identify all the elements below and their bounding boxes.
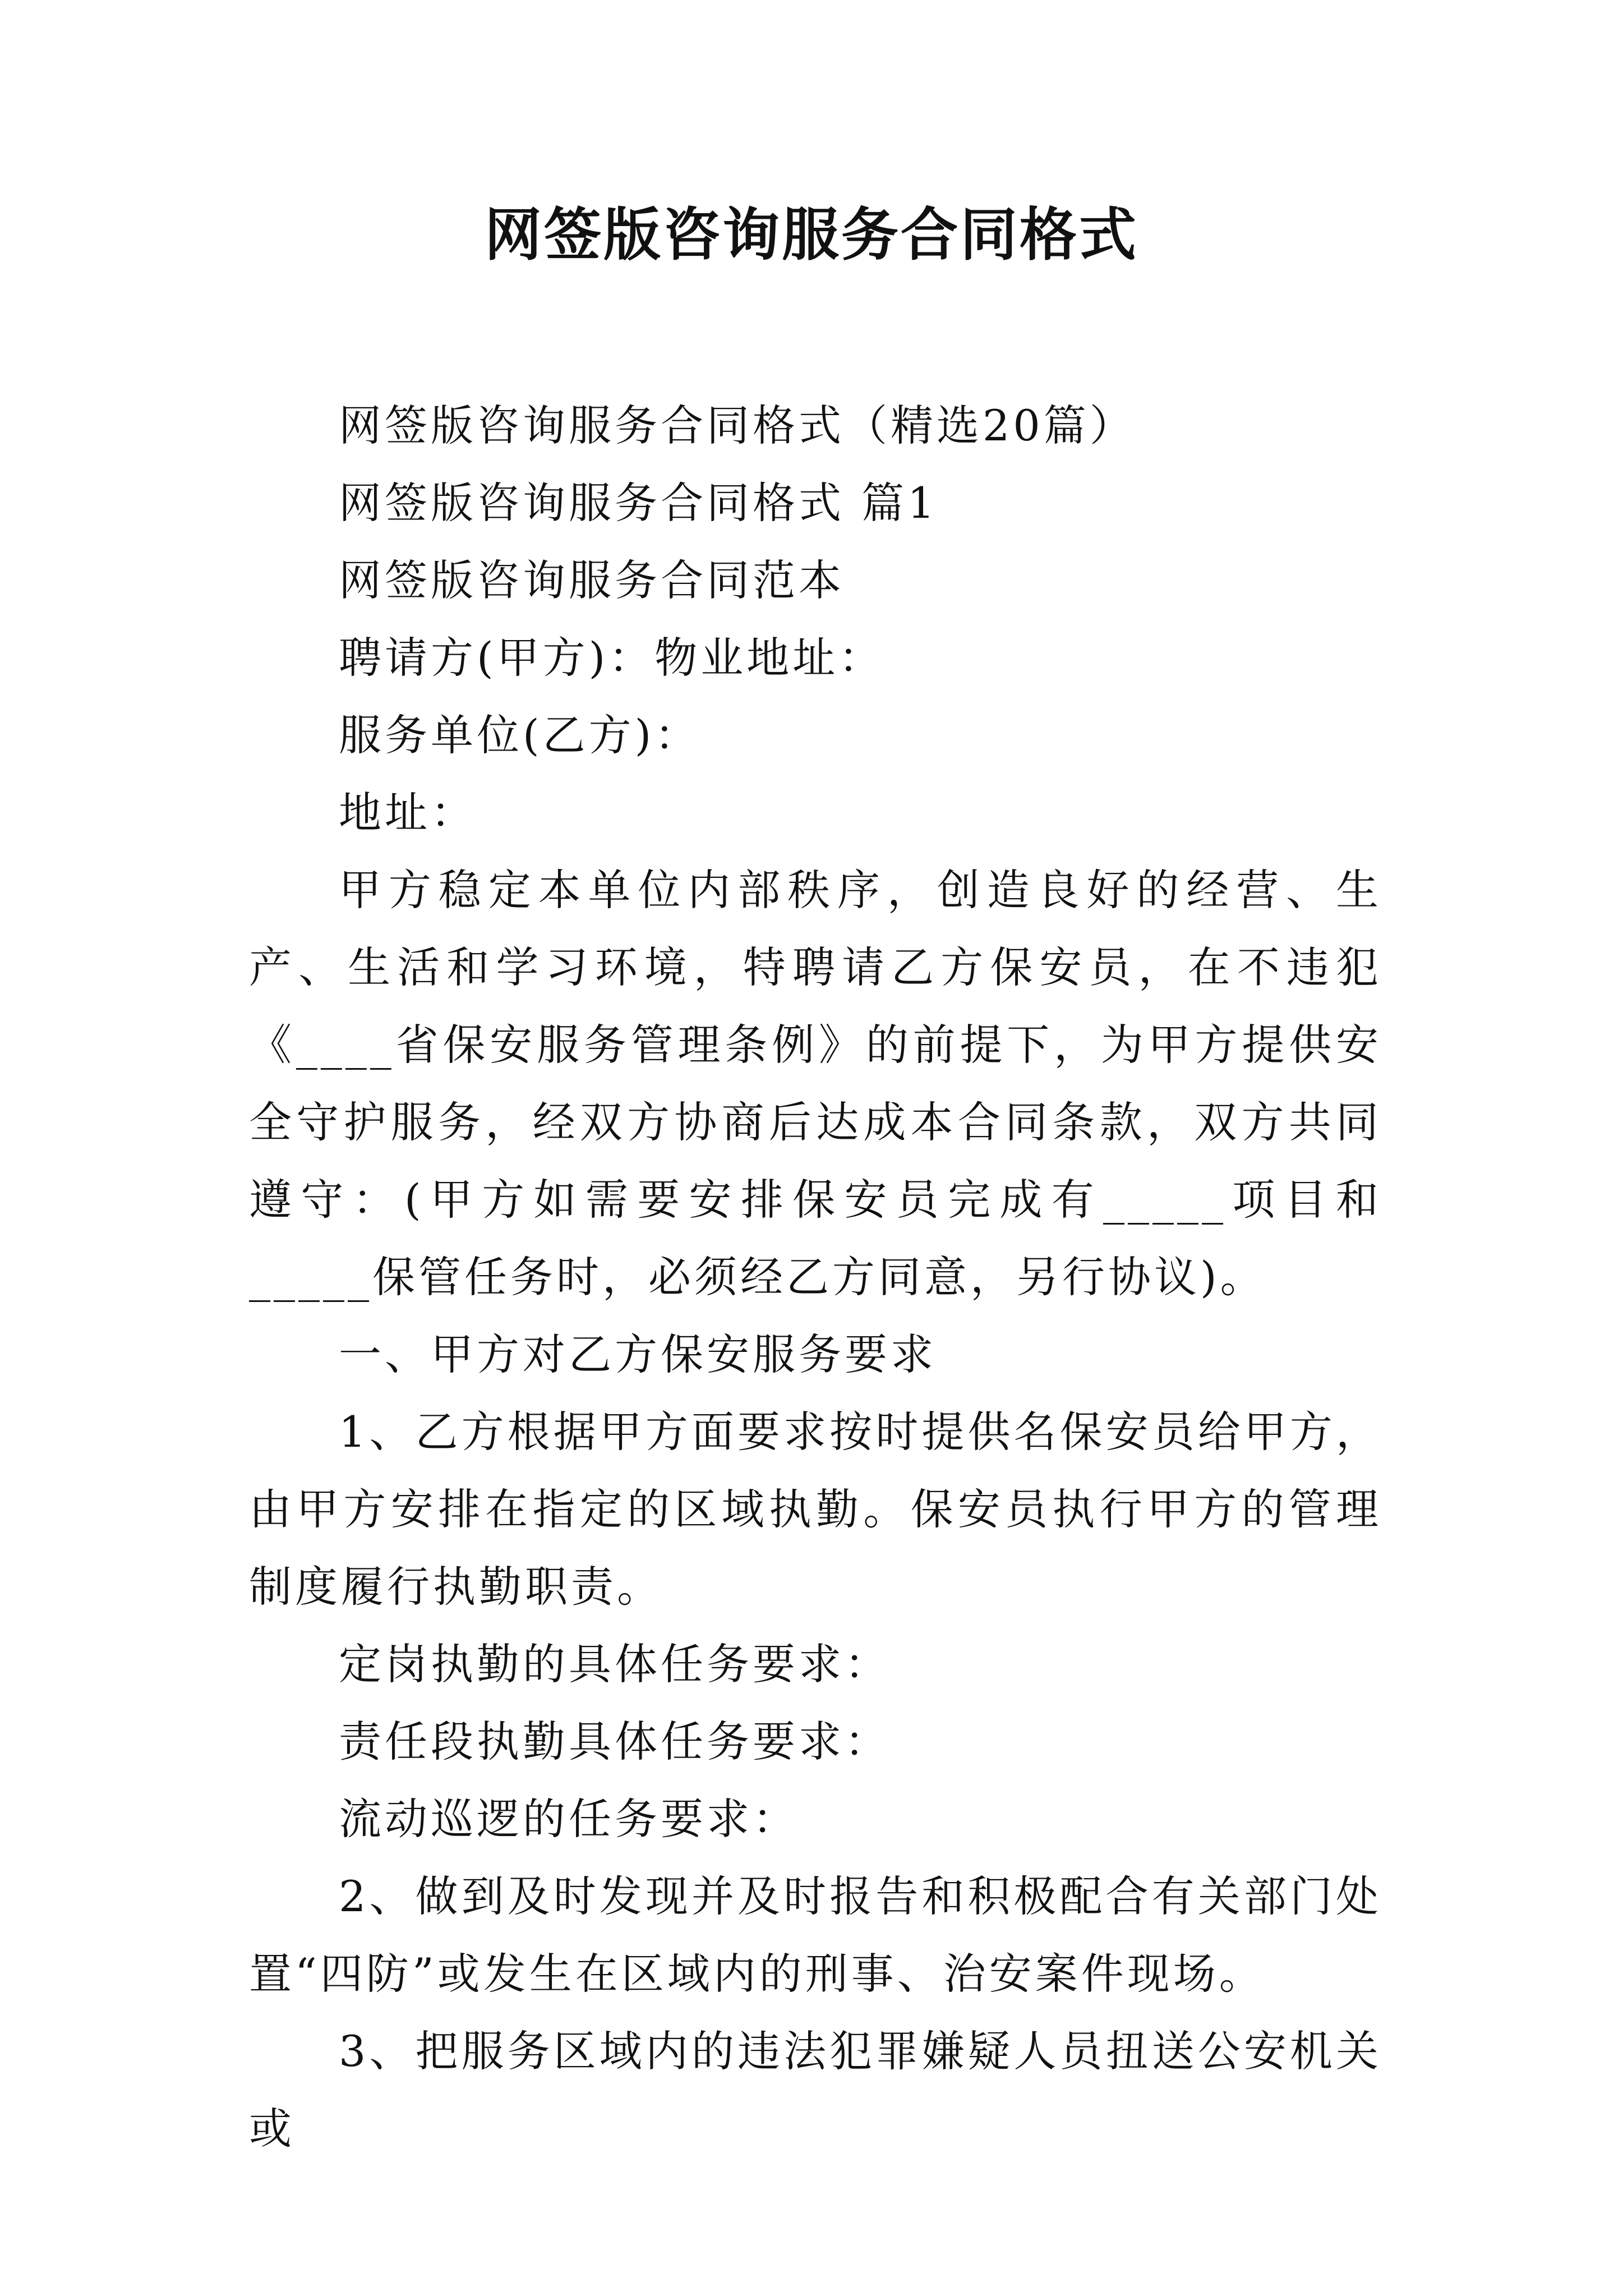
paragraph-clause-1: 1、乙方根据甲方面要求按时提供名保安员给甲方，由甲方安排在指定的区域执勤。保安员执行甲方的管理制度履行执勤职责。 [249, 1407, 1382, 1612]
paragraph-section-heading: 网签版咨询服务合同格式 篇1 [339, 478, 938, 528]
paragraph-party-a: 聘请方(甲方)：物业地址： [339, 633, 885, 683]
paragraph-section-duty: 责任段执勤具体任务要求： [339, 1717, 891, 1766]
paragraph-party-b: 服务单位(乙方)： [339, 710, 701, 760]
document-body [249, 387, 1382, 2168]
paragraph-patrol: 流动巡逻的任务要求： [339, 1794, 799, 1844]
paragraph-preamble: 甲方稳定本单位内部秩序，创造良好的经营、生产、生活和学习环境，特聘请乙方保安员，在不违犯《____省保安服务管理条例》的前提下，为甲方提供安全守护服务，经双方协商后达成本合同条款，双方共同遵守：(甲方如需要安排保安员完成有_____项目和_____保管任务时，必须经乙方同意，另行协议)。 [249, 865, 1382, 1302]
paragraph-collection-title: 网签版咨询服务合同格式（精选20篇） [339, 401, 1136, 450]
paragraph-clause-3: 3、把服务区域内的违法犯罪嫌疑人员扭送公安机关或 [249, 2026, 1382, 2154]
paragraph-clause-2: 2、做到及时发现并及时报告和积极配合有关部门处置“四防”或发生在区域内的刑事、治安案件现场。 [249, 1871, 1382, 1999]
document-title: 网签版咨询服务合同格式 [485, 202, 1138, 269]
paragraph-fixed-post: 定岗执勤的具体任务要求： [339, 1639, 891, 1689]
paragraph-address: 地址： [339, 788, 477, 838]
paragraph-clause-heading: 一、甲方对乙方保安服务要求 [339, 1329, 937, 1379]
paragraph-template-name: 网签版咨询服务合同范本 [339, 555, 845, 605]
